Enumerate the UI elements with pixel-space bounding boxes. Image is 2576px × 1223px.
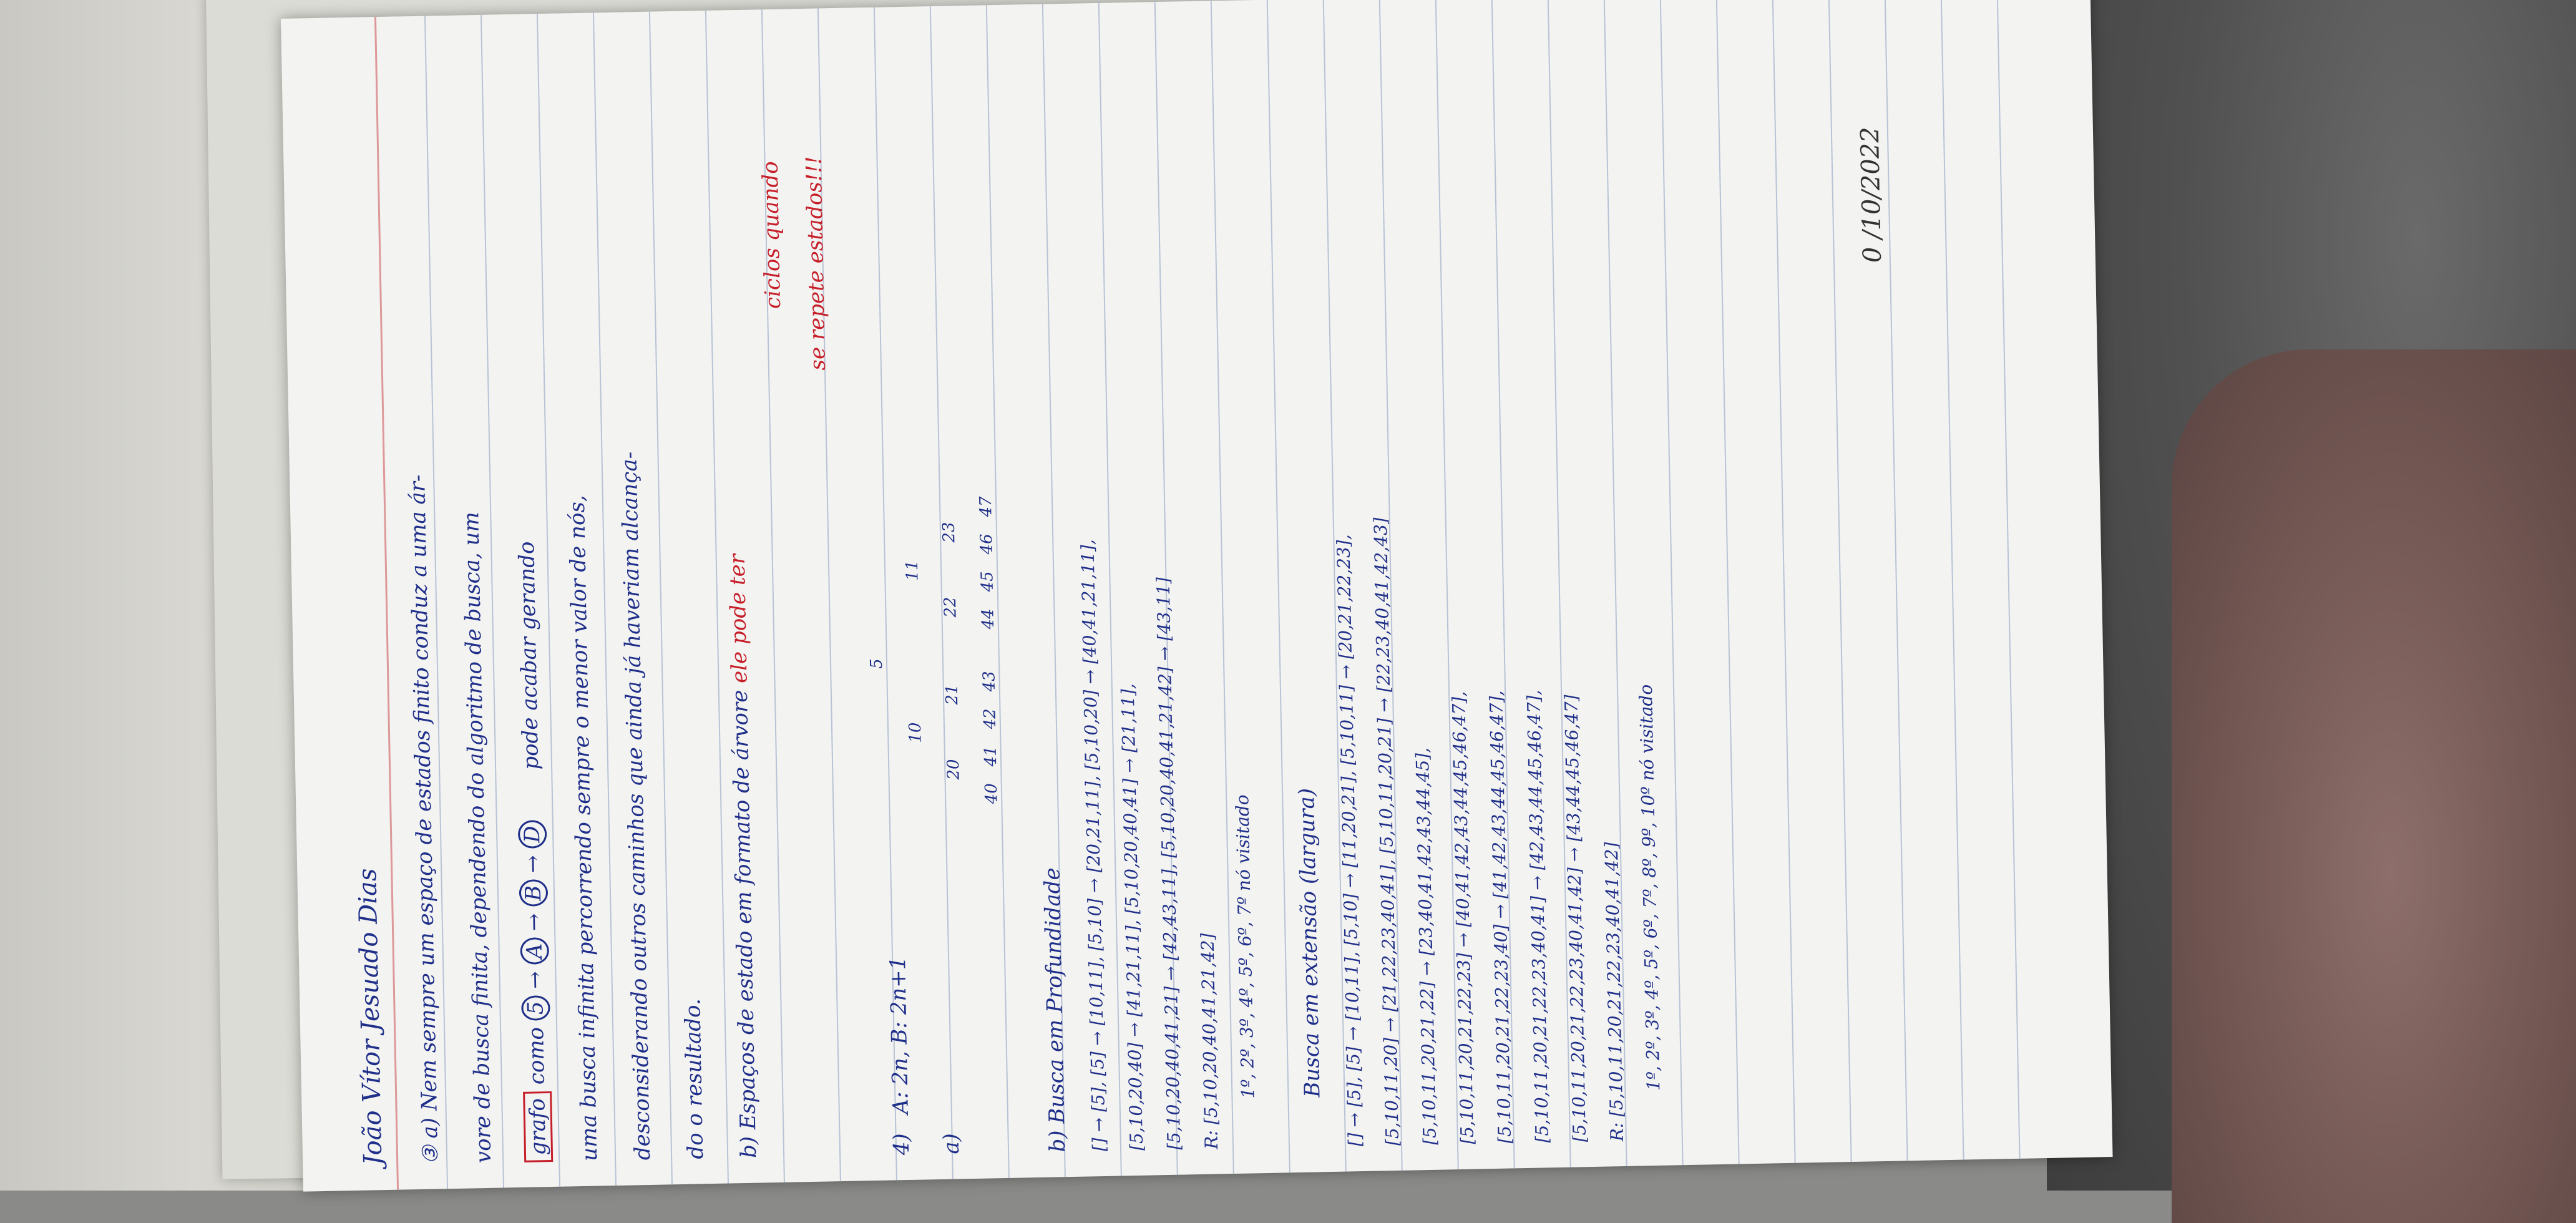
q3-line5: desconsiderando outros caminhos que ainda já haveriam alcança- [617,451,656,1161]
q4-label: 4) [889,1133,915,1156]
tree-node-11: 11 [902,560,922,582]
tree-node-20: 20 [944,759,964,780]
q3-line6: do o resultado. [680,998,709,1159]
q4b-label: b) [1045,1130,1071,1152]
q3b-red-note3: se repete estados!!! [801,155,831,371]
tree-node-23: 23 [939,522,959,543]
bfs-line-2: [5,10,11,20] → [21,22,23,40,41], [5,10,11,20,21] → [22,23,40,41,42,43] [1370,517,1403,1146]
arrow-icon: → [522,970,548,990]
q3-label: ③ a) [417,1117,444,1165]
tree-node-22: 22 [940,597,960,618]
q3-line3-end: pode acabar gerando [514,541,544,771]
dfs-line-2: [5,10,20,40] → [41,21,11], [5,10,20,40,41] → [21,11], [1117,683,1148,1151]
grafo-word: grafo [523,1091,553,1162]
node-D: D [518,820,547,849]
q3b-line [725,554,762,1159]
q4-line [886,956,914,1155]
bfs-line-7: [5,10,11,20,21,22,23,40,41,42] → [43,44,45,46,47] [1561,694,1590,1143]
handwritten-page [281,0,2113,1192]
q3b-red-note2: ciclos quando [758,160,786,309]
node-5: 5 [521,995,550,1021]
tree-node-44: 44 [978,608,998,630]
tree-root: 5 [867,658,887,670]
tree-node-10: 10 [905,722,925,743]
node-B: B [519,879,549,907]
tree-node-46: 46 [977,534,997,555]
bfs-line-3: [5,10,11,20,21,22] → [23,40,41,42,43,44,45], [1412,747,1440,1146]
q3-line2: vore de busca finita, dependendo do algoritmo de busca, um [459,512,497,1164]
dfs-line-1: [] → [5], [5] → [10,11], [5,10] → [20,21,11], [5,10,20] → [40,41,21,11], [1077,538,1110,1152]
tree-node-47: 47 [976,496,996,517]
arrow-icon: → [521,913,547,932]
dfs-line-3: [5,10,20,40,41,21] → [42,43,11], [5,10,20,40,41,21,42] → [43,11] [1153,577,1185,1151]
q4b-title-line [1040,867,1070,1152]
q4b-title: Busca em Profundidade [1040,867,1070,1124]
bfs-line-1: [] → [5], [5] → [10,11], [5,10] → [11,20,21], [5,10,11] → [20,21,22,23], [1333,534,1366,1147]
dfs-order: 1º, 2º, 3º, 4º, 5º, 6º, 7º nó visitado [1232,794,1259,1099]
q3b-red-note1: ele pode ter [724,553,753,684]
q3-como: como [524,1026,550,1085]
bfs-line-4: [5,10,11,20,21,22,23] → [40,41,42,43,44,45,46,47], [1448,691,1478,1145]
tree-node-45: 45 [978,571,997,592]
tree-node-42: 42 [980,708,1000,729]
bfs-result: R: [5,10,11,20,21,22,23,40,41,42] [1601,842,1627,1142]
bfs-line-6: [5,10,11,20,21,22,23,40,41] → [42,43,44,45,46,47], [1523,689,1553,1143]
bfs-line-5: [5,10,11,20,21,22,23,40] → [41,42,43,44,45,46,47], [1486,690,1515,1144]
dfs-result: R: [5,10,20,40,41,21,42] [1197,933,1222,1150]
red-fabric [2172,349,2576,1223]
q4-formula: A: 2n, B: 2n+1 [886,956,914,1114]
bfs-order: 1º, 2º, 3º, 4º, 5º, 6º, 7º, 8º, 9º, 10º nó visitado [1635,684,1664,1091]
student-name: João Vítor Jesuado Dias [353,868,388,1166]
arrow-icon: → [520,855,546,874]
q3b-text: Espaços de estado em formato de árvore [727,689,761,1130]
tree-node-40: 40 [982,782,1002,804]
q3b-label: b) [736,1136,762,1159]
bfs-title: Busca em extensão (largura) [1294,787,1325,1098]
tree-node-21: 21 [942,684,962,705]
q3-text1: Nem sempre um espaço de estados finito conduz a uma ár- [405,474,442,1111]
date: 0 /10/2022 [1855,126,1887,263]
q3-line3 [512,541,553,1162]
rotated-text-layer [281,0,2113,1192]
node-A: A [520,937,549,964]
tree-node-43: 43 [980,671,999,692]
q4a-label: a) [939,1133,965,1155]
q3-line4: uma busca infinita percorrendo sempre o menor valor de nós, [564,494,603,1162]
tree-node-41: 41 [981,745,1001,767]
q3-line1 [405,474,443,1164]
